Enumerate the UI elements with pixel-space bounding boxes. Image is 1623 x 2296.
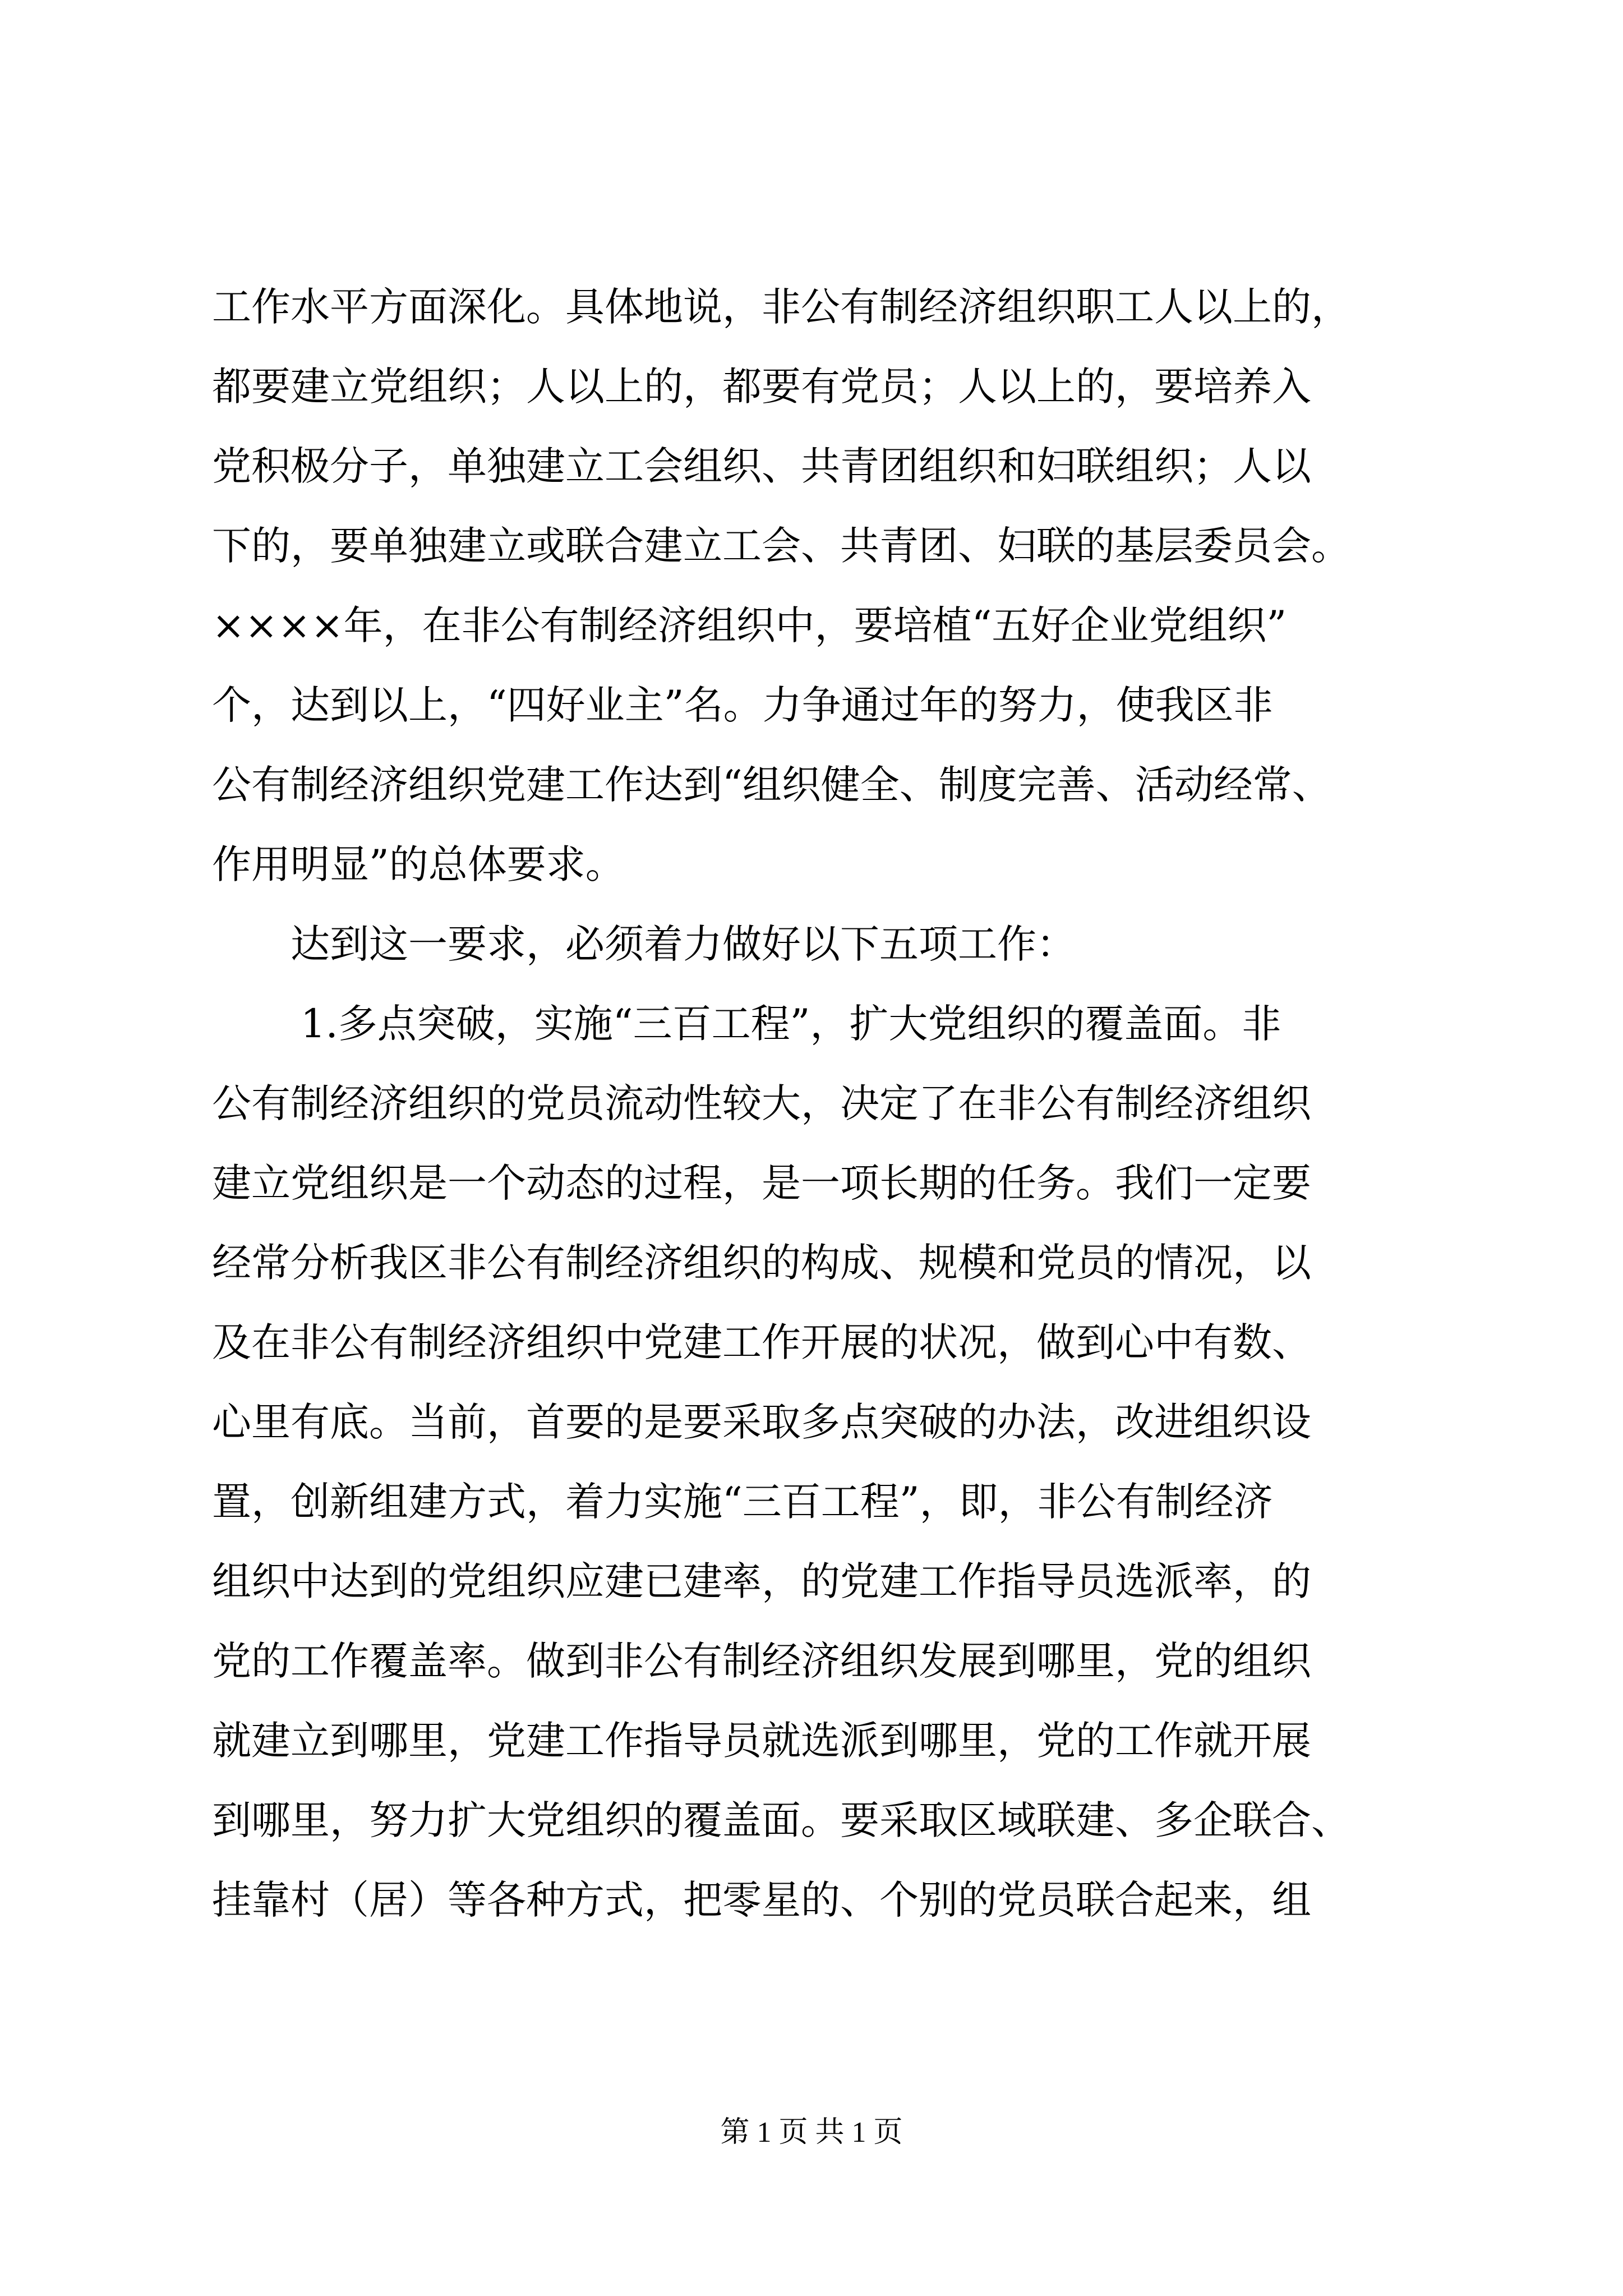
text-line-11: 公有制经济组织的党员流动性较大，决定了在非公有制经济组织: [212, 1080, 1311, 1126]
text-line-12: 建立党组织是一个动态的过程，是一项长期的任务。我们一定要: [212, 1160, 1311, 1206]
paragraph-intro: 达到这一要求，必须着力做好以下五项工作：: [291, 921, 1076, 967]
section-heading-1: 1.多点突破，实施“三百工程”，扩大党组织的覆盖面。非: [301, 1001, 1281, 1047]
text-line-19: 就建立到哪里，党建工作指导员就选派到哪里，党的工作就开展: [212, 1718, 1311, 1764]
text-line-13: 经常分析我区非公有制经济组织的构成、规模和党员的情况，以: [212, 1240, 1311, 1286]
text-line-7: 公有制经济组织党建工作达到“组织健全、制度完善、活动经常、: [212, 762, 1331, 808]
text-line-2: 都要建立党组织；人以上的，都要有党员；人以上的，要培养入: [212, 364, 1311, 409]
text-line-18: 党的工作覆盖率。做到非公有制经济组织发展到哪里，党的组织: [212, 1638, 1311, 1684]
page-number-footer: 第 1 页 共 1 页: [720, 2116, 903, 2148]
text-line-16: 置，创新组建方式，着力实施“三百工程”，即，非公有制经济: [212, 1479, 1273, 1525]
text-line-20: 到哪里，努力扩大党组织的覆盖面。要采取区域联建、多企联合、: [212, 1797, 1350, 1843]
text-line-8: 作用明显”的总体要求。: [212, 841, 625, 887]
text-line-6: 个，达到以上，“四好业主”名。力争通过年的努力，使我区非: [212, 682, 1273, 728]
text-line-17: 组织中达到的党组织应建已建率，的党建工作指导员选派率，的: [212, 1558, 1311, 1604]
text-line-14: 及在非公有制经济组织中党建工作开展的状况，做到心中有数、: [212, 1319, 1311, 1365]
text-line-15: 心里有底。当前，首要的是要采取多点突破的办法，改进组织设: [212, 1399, 1311, 1445]
text-line-21: 挂靠村（居）等各种方式，把零星的、个别的党员联合起来，组: [212, 1877, 1311, 1923]
text-line-5: ××××年，在非公有制经济组织中，要培植“五好企业党组织”: [212, 602, 1287, 648]
text-line-1: 工作水平方面深化。具体地说，非公有制经济组织职工人以上的，: [212, 284, 1350, 330]
text-line-3: 党积极分子，单独建立工会组织、共青团组织和妇联组织；人以: [212, 443, 1311, 489]
text-line-4: 下的，要单独建立或联合建立工会、共青团、妇联的基层委员会。: [212, 523, 1350, 569]
